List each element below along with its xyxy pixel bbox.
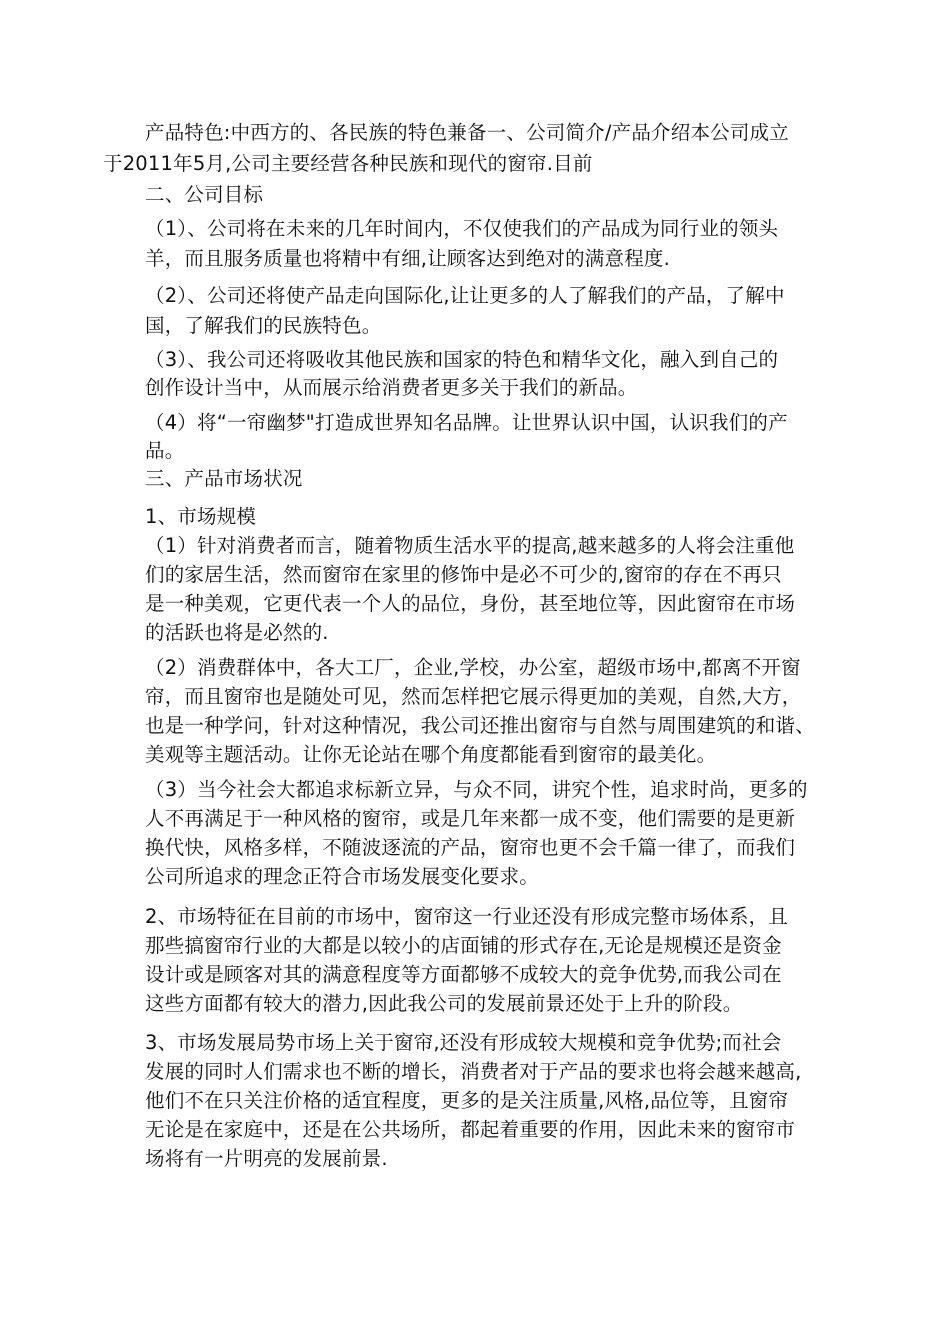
market-trend-line-1: 3、市场发展局势市场上关于窗帘,还没有形成较大规模和竞争优势;而社会 xyxy=(145,1031,782,1054)
goal-2-line-2: 国，了解我们的民族特色。 xyxy=(145,314,382,337)
section-heading-market: 三、产品市场状况 xyxy=(145,467,303,490)
goal-3-line-1: （3）、我公司还将吸收其他民族和国家的特色和精华文化，融入到自己的 xyxy=(145,348,779,371)
goal-2-line-1: （2）、公司还将使产品走向国际化,让让更多的人了解我们的产品，了解中 xyxy=(145,284,785,307)
market-scale-p3-line-1: （3）当今社会大都追求标新立异，与众不同，讲究个性，追求时尚，更多的 xyxy=(145,778,808,801)
goal-3-line-2: 创作设计当中，从而展示给消费者更多关于我们的新品。 xyxy=(145,376,638,399)
market-features-line-1: 2、市场特征在目前的市场中，窗帘这一行业还没有形成完整市场体系，且 xyxy=(145,905,789,928)
market-trend-line-2: 发展的同时人们需求也不断的增长，消费者对于产品的要求也将会越来越高, xyxy=(145,1060,802,1083)
market-scale-p2-line-3: 也是一种学问，针对这种情况，我公司还推出窗帘与自然与周围建筑的和谐、 xyxy=(145,714,815,737)
goal-4-line-2: 品。 xyxy=(145,439,185,462)
intro-line-1: 产品特色:中西方的、各民族的特色兼备一、公司简介/产品介绍本公司成立 xyxy=(145,121,789,144)
market-trend-line-5: 场将有一片明亮的发展前景. xyxy=(145,1147,388,1170)
market-scale-heading: 1、市场规模 xyxy=(145,505,257,528)
market-features-line-3: 设计或是顾客对其的满意程度等方面都够不成较大的竞争优势,而我公司在 xyxy=(145,963,782,986)
goal-1-line-1: （1）、公司将在未来的几年时间内，不仅使我们的产品成为同行业的领头 xyxy=(145,217,779,240)
market-scale-p2-line-1: （2）消费群体中，各大工厂，企业,学校，办公室，超级市场中,都离不开窗 xyxy=(145,656,801,679)
market-trend-line-3: 他们不在只关注价格的适宜程度，更多的是关注质量,风格,品位等，且窗帘 xyxy=(145,1089,789,1112)
market-scale-p2-line-4: 美观等主题活动。让你无论站在哪个角度都能看到窗帘的最美化。 xyxy=(145,743,717,766)
market-scale-p3-line-2: 人不再满足于一种风格的窗帘，或是几年来都一成不变，他们需要的是更新 xyxy=(145,807,796,830)
market-trend-line-4: 无论是在家庭中，还是在公共场所，都起着重要的作用，因此未来的窗帘市 xyxy=(145,1118,796,1141)
market-scale-p1-line-4: 的活跃也将是必然的. xyxy=(145,621,329,644)
market-scale-p3-line-4: 公司所追求的理念正符合市场发展变化要求。 xyxy=(145,865,540,888)
market-scale-p2-line-2: 帘，而且窗帘也是随处可见，然而怎样把它展示得更加的美观，自然,大方， xyxy=(145,685,802,708)
market-scale-p1-line-3: 是一种美观，它更代表一个人的品位，身份，甚至地位等，因此窗帘在市场 xyxy=(145,592,796,615)
market-scale-p3-line-3: 换代快，风格多样，不随波逐流的产品，窗帘也更不会千篇一律了，而我们 xyxy=(145,836,796,859)
market-scale-p1-line-2: 们的家居生活，然而窗帘在家里的修饰中是必不可少的,窗帘的存在不再只 xyxy=(145,563,782,586)
goal-4-line-1: （4）将“一帘幽梦"打造成世界知名品牌。让世界认识中国，认识我们的产 xyxy=(145,411,788,434)
intro-line-2: 于2011年5月,公司主要经营各种民族和现代的窗帘.目前 xyxy=(103,152,593,175)
market-features-line-4: 这些方面都有较大的潜力,因此我公司的发展前景还处于上升的阶段。 xyxy=(145,992,743,1015)
market-features-line-2: 那些搞窗帘行业的大都是以较小的店面铺的形式存在,无论是规模还是资金 xyxy=(145,934,782,957)
section-heading-goals: 二、公司目标 xyxy=(145,183,264,206)
market-scale-p1-line-1: （1）针对消费者而言，随着物质生活水平的提高,越来越多的人将会注重他 xyxy=(145,534,795,557)
goal-1-line-2: 羊，而且服务质量也将精中有细,让顾客达到绝对的满意程度. xyxy=(145,247,670,270)
